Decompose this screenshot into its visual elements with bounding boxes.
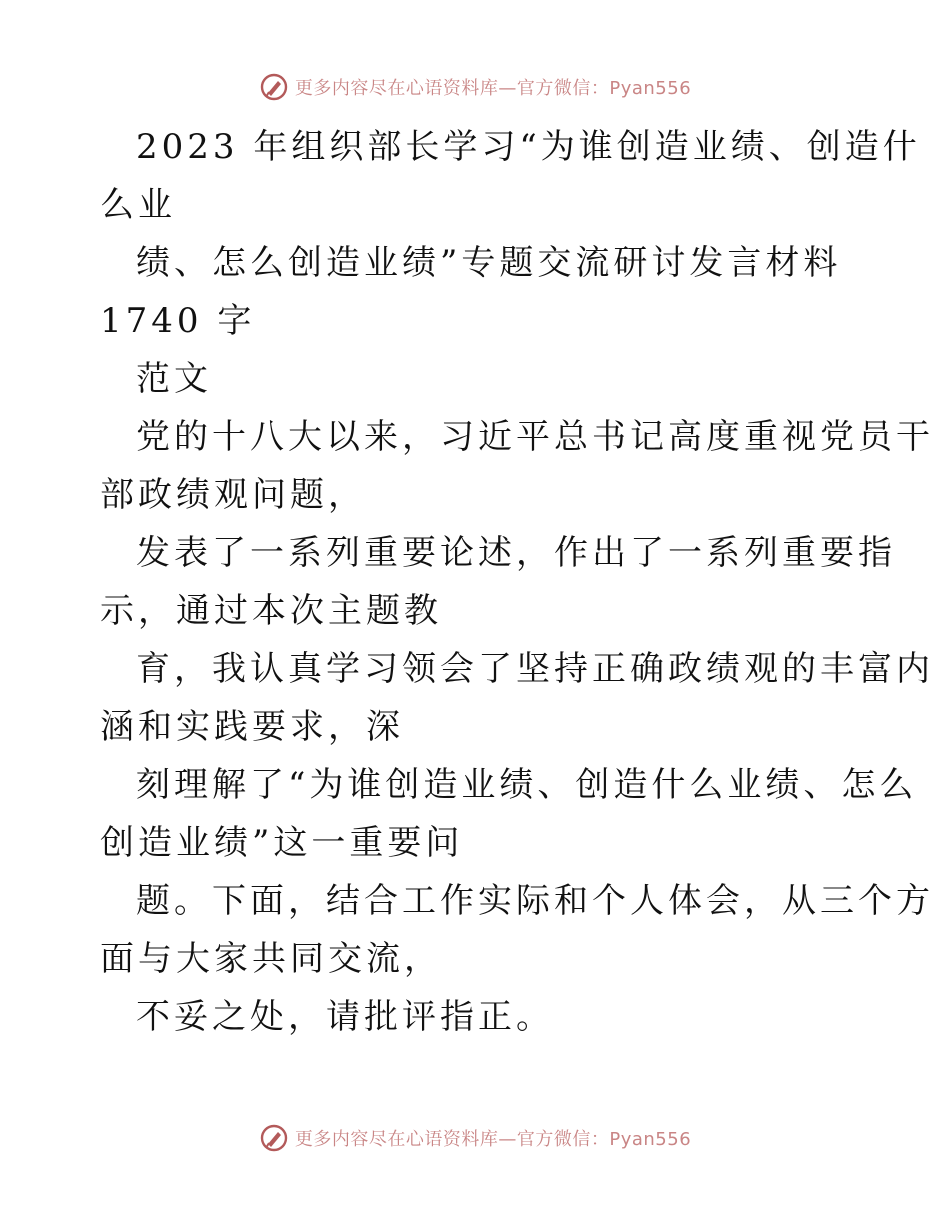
text-line: 面与大家共同交流，	[100, 939, 442, 979]
text-line: 创造业绩”这一重要问	[100, 823, 464, 863]
text-line: 育，我认真学习领会了坚持正确政绩观的丰富内	[136, 649, 934, 689]
text-line: 涵和实践要求，深	[100, 707, 404, 747]
footer-watermark	[0, 1123, 950, 1153]
text-line: 么业	[100, 185, 176, 225]
text-line: 不妥之处，请批评指正。	[136, 997, 554, 1037]
watermark-text: 更多内容尽在心语资料库—官方微信：Pyan556	[294, 78, 692, 99]
fountain-pen-logo-icon	[259, 72, 289, 102]
text-line: 范文	[136, 359, 212, 399]
header-watermark	[0, 72, 950, 102]
text-line: 刻理解了“为谁创造业绩、创造什么业绩、怎么	[136, 765, 918, 805]
document-body	[100, 118, 934, 1046]
text-line: 绩、怎么创造业绩”专题交流研讨发言材料	[136, 243, 842, 283]
text-line: 1740 字	[100, 301, 256, 341]
text-line: 示，通过本次主题教	[100, 591, 442, 631]
fountain-pen-logo-icon	[259, 1123, 289, 1153]
text-line: 党的十八大以来，习近平总书记高度重视党员干	[136, 417, 934, 457]
watermark-text: 更多内容尽在心语资料库—官方微信：Pyan556	[294, 1129, 692, 1150]
text-line: 发表了一系列重要论述，作出了一系列重要指	[136, 533, 896, 573]
text-line: 2023 年组织部长学习“为谁创造业绩、创造什	[136, 127, 921, 167]
text-line: 题。下面，结合工作实际和个人体会，从三个方	[136, 881, 934, 921]
text-line: 部政绩观问题，	[100, 475, 366, 515]
